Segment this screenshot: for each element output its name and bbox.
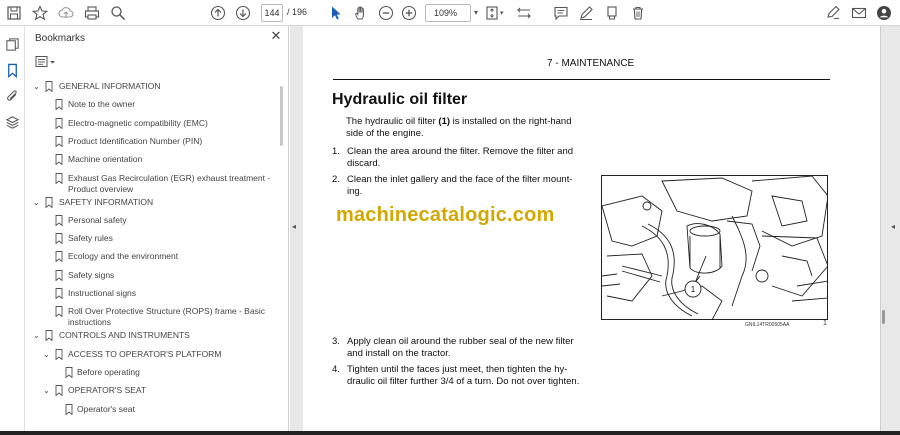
trash-icon[interactable] [630, 3, 646, 23]
pages-thumbnail-icon[interactable] [5, 37, 20, 52]
watermark: machinecatalogic.com [336, 204, 555, 226]
bookmark-label: Note to the owner [68, 99, 136, 110]
collapse-right-icon[interactable]: ◂ [891, 222, 896, 231]
save-icon[interactable] [6, 3, 22, 23]
bookmark-label: Electro-magnetic compatibility (EMC) [68, 117, 208, 128]
bookmark-options-button[interactable] [35, 55, 59, 69]
taskbar-edge [0, 431, 900, 435]
bookmark-item[interactable] [25, 99, 275, 112]
bookmark-icon [45, 330, 53, 341]
zoom-out-icon[interactable] [378, 3, 394, 23]
bookmark-icon[interactable] [5, 63, 20, 78]
bookmark-label: instructions [68, 317, 111, 328]
cloud-upload-icon[interactable] [58, 3, 74, 23]
document-scrollbar[interactable] [882, 310, 885, 324]
email-icon[interactable] [851, 3, 867, 23]
figure-callout: 1 [690, 285, 696, 294]
bookmark-label: Product overview [68, 183, 134, 194]
bookmark-label: Exhaust Gas Recirculation (EGR) exhaust treatment - [68, 172, 271, 183]
step-text: draulic oil filter further 3/4 of a turn. Do not over tighten. [347, 376, 580, 387]
bookmark-label: ACCESS TO OPERATOR'S PLATFORM [68, 348, 222, 359]
page-number-input[interactable]: 144 [261, 4, 283, 22]
document-viewer [290, 26, 900, 435]
step-number: 1. [332, 146, 340, 157]
attachment-icon[interactable] [5, 89, 20, 104]
bookmark-label: Safety rules [68, 233, 113, 244]
chevron-down-icon[interactable]: ⌄ [43, 386, 50, 396]
bookmark-icon [55, 251, 63, 262]
section-header: 7 - MAINTENANCE [547, 58, 635, 69]
star-icon[interactable] [32, 3, 48, 23]
page-total: / 196 [287, 7, 308, 17]
panel-title: Bookmarks [35, 33, 86, 44]
main-toolbar [0, 0, 900, 26]
hand-tool-icon[interactable] [353, 3, 369, 23]
highlight-icon[interactable] [604, 3, 620, 23]
step-text: and install on the tractor. [347, 348, 451, 359]
zoom-search-icon[interactable] [110, 3, 126, 23]
step-number: 4. [332, 364, 340, 375]
bookmark-icon [55, 136, 63, 147]
bookmark-icon [55, 270, 63, 281]
bookmark-label: Ecology and the environment [68, 251, 179, 262]
scroll-mode-icon[interactable] [516, 3, 532, 23]
chevron-down-icon[interactable]: ⌄ [33, 82, 40, 91]
step-number: 3. [332, 336, 340, 347]
bookmark-icon [55, 233, 63, 244]
bookmark-item[interactable] [25, 81, 275, 94]
bookmark-icon [55, 349, 63, 360]
intro-line-2: side of the engine. [346, 128, 424, 139]
bookmark-icon [55, 99, 63, 110]
pen-icon[interactable] [578, 3, 594, 23]
bookmark-item[interactable] [25, 118, 275, 131]
step-number: 2. [332, 174, 340, 185]
bookmark-item[interactable] [25, 404, 275, 417]
chevron-down-icon[interactable]: ▾ [500, 10, 504, 17]
print-icon[interactable] [84, 3, 100, 23]
bookmark-icon [55, 215, 63, 226]
step-text: Tighten until the faces just meet, then tighten the hy- [347, 364, 568, 375]
collapse-left-icon[interactable]: ◂ [292, 222, 297, 231]
chevron-down-icon[interactable]: ⌄ [33, 197, 40, 207]
bookmark-icon [55, 385, 63, 396]
bookmark-icon [55, 154, 63, 165]
page-fit-icon[interactable] [484, 3, 500, 23]
bookmark-icon [55, 288, 63, 299]
chevron-down-icon[interactable]: ⌄ [43, 349, 50, 359]
bookmark-label: Safety signs [68, 269, 115, 280]
bookmark-icon [65, 404, 73, 415]
sign-icon[interactable] [826, 3, 842, 23]
bookmark-icon [55, 306, 63, 317]
page-down-icon[interactable] [235, 3, 251, 23]
bookmark-item[interactable] [25, 306, 275, 330]
zoom-in-icon[interactable] [401, 3, 417, 23]
bookmark-item[interactable] [25, 349, 275, 362]
bookmark-item[interactable] [25, 288, 275, 301]
comment-icon[interactable] [553, 3, 569, 23]
figure-number: 1 [823, 320, 827, 327]
page-title: Hydraulic oil filter [332, 91, 468, 108]
bookmark-item[interactable] [25, 233, 275, 246]
step-text: Apply clean oil around the rubber seal of the new filter [347, 336, 574, 347]
bookmark-label: GENERAL INFORMATION [59, 81, 161, 91]
scroll-track [880, 26, 881, 435]
bookmark-label: Machine orientation [68, 154, 143, 165]
left-tool-rail [0, 26, 25, 435]
engine-figure [601, 175, 828, 320]
figure-caption: GNIL14TR00505AA [745, 322, 790, 328]
bookmark-item[interactable] [25, 385, 275, 398]
bookmark-tree [25, 78, 283, 435]
header-rule [333, 79, 830, 80]
bookmark-item[interactable] [25, 154, 275, 167]
bookmark-icon [55, 118, 63, 129]
step-text: ing. [347, 186, 363, 197]
chevron-down-icon[interactable]: ▾ [474, 8, 479, 17]
bookmark-item[interactable] [25, 197, 275, 210]
zoom-level-select[interactable]: 109% [425, 4, 471, 22]
step-text: Clean the inlet gallery and the face of the filter mount- [347, 174, 573, 185]
bookmark-label: OPERATOR'S SEAT [68, 385, 147, 396]
bookmark-label: Before operating [77, 366, 140, 377]
bookmarks-panel [25, 26, 289, 435]
bookmark-label: SAFETY INFORMATION [59, 196, 154, 207]
close-icon[interactable]: ✕ [270, 28, 282, 43]
bookmark-item[interactable] [25, 330, 275, 343]
bookmark-item[interactable] [25, 251, 275, 264]
bookmark-item[interactable] [25, 136, 275, 149]
bookmark-item[interactable] [25, 367, 275, 380]
select-cursor-icon[interactable] [328, 3, 344, 23]
bookmark-label: Operator's seat [77, 403, 135, 414]
bookmark-item[interactable] [25, 270, 275, 283]
intro-line-1: The hydraulic oil filter (1) is installed on the right-hand [346, 116, 572, 127]
bookmark-icon [55, 173, 63, 184]
chevron-down-icon[interactable]: ⌄ [33, 331, 40, 341]
bookmark-label: Instructional signs [68, 288, 137, 298]
bookmark-icon [45, 81, 53, 92]
bookmark-label: Personal safety [68, 214, 127, 225]
bookmark-item[interactable] [25, 173, 275, 197]
bookmark-label: Roll Over Protective Structure (ROPS) frame - Basic [68, 306, 265, 317]
engine-line-drawing [602, 176, 828, 320]
bookmark-label: Product Identification Number (PIN) [68, 135, 203, 146]
page-up-icon[interactable] [210, 3, 226, 23]
layers-icon[interactable] [5, 115, 20, 130]
bookmark-icon [45, 197, 53, 208]
bookmark-label: CONTROLS AND INSTRUMENTS [59, 330, 190, 341]
account-icon[interactable] [876, 3, 892, 23]
bookmark-icon [65, 367, 73, 378]
document-page [303, 26, 880, 435]
panel-scrollbar[interactable] [280, 86, 283, 146]
step-text: Clean the area around the filter. Remove the filter and [347, 146, 574, 157]
step-text: discard. [347, 158, 381, 169]
bookmark-item[interactable] [25, 215, 275, 228]
